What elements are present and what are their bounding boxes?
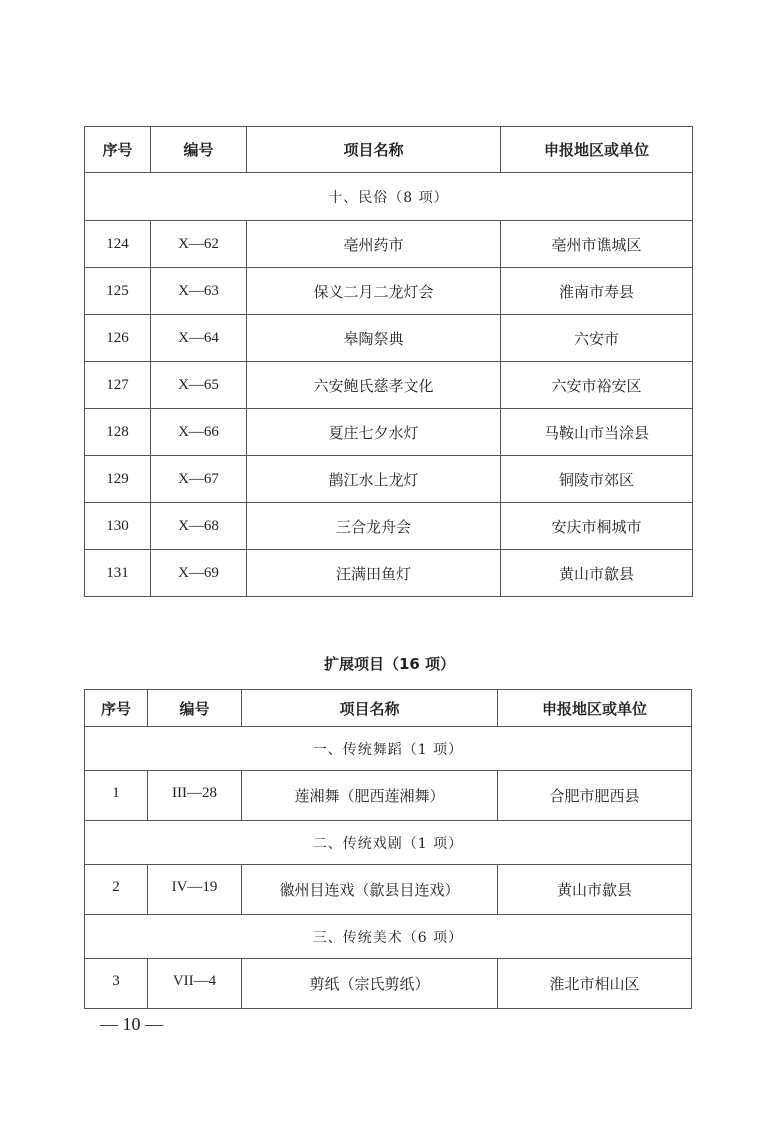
- folk-customs-table: [84, 126, 693, 597]
- cell-code: X—62: [151, 221, 247, 268]
- cell-code: IV—19: [148, 865, 242, 915]
- cell-region: 合肥市肥西县: [498, 771, 692, 821]
- table-row: [85, 315, 693, 362]
- section-title: 三、传统美术（6 项）: [85, 915, 692, 959]
- cell-seq: 125: [85, 268, 151, 315]
- table-row: [85, 362, 693, 409]
- cell-project-name: 汪满田鱼灯: [247, 550, 501, 597]
- section-row: [85, 915, 692, 959]
- cell-project-name: 三合龙舟会: [247, 503, 501, 550]
- header-project-name: 项目名称: [242, 690, 498, 727]
- cell-seq: 3: [85, 959, 148, 1009]
- cell-project-name: 亳州药市: [247, 221, 501, 268]
- cell-seq: 128: [85, 409, 151, 456]
- table-row: [85, 771, 692, 821]
- section-row: [85, 727, 692, 771]
- table-row: [85, 503, 693, 550]
- cell-code: VII—4: [148, 959, 242, 1009]
- cell-code: X—65: [151, 362, 247, 409]
- page-number: — 10 —: [100, 1014, 163, 1034]
- cell-seq: 129: [85, 456, 151, 503]
- cell-code: X—67: [151, 456, 247, 503]
- cell-code: X—64: [151, 315, 247, 362]
- section-title: 十、民俗（8 项）: [85, 173, 693, 221]
- table-row: [85, 865, 692, 915]
- cell-region: 淮南市寿县: [501, 268, 693, 315]
- cell-region: 黄山市歙县: [501, 550, 693, 597]
- table-row: [85, 221, 693, 268]
- cell-seq: 126: [85, 315, 151, 362]
- section-row: [85, 173, 693, 221]
- cell-region: 铜陵市郊区: [501, 456, 693, 503]
- cell-project-name: 鹊江水上龙灯: [247, 456, 501, 503]
- cell-region: 马鞍山市当涂县: [501, 409, 693, 456]
- extended-projects-table: [84, 689, 692, 1009]
- cell-project-name: 皋陶祭典: [247, 315, 501, 362]
- cell-seq: 127: [85, 362, 151, 409]
- cell-code: X—68: [151, 503, 247, 550]
- header-seq: 序号: [85, 127, 151, 173]
- table-row: [85, 959, 692, 1009]
- table-header-row: [85, 690, 692, 727]
- cell-region: 亳州市谯城区: [501, 221, 693, 268]
- header-project-name: 项目名称: [247, 127, 501, 173]
- table-row: [85, 268, 693, 315]
- header-seq: 序号: [85, 690, 148, 727]
- cell-project-name: 夏庄七夕水灯: [247, 409, 501, 456]
- cell-project-name: 剪纸（宗氏剪纸）: [242, 959, 498, 1009]
- cell-seq: 124: [85, 221, 151, 268]
- cell-seq: 131: [85, 550, 151, 597]
- header-code: 编号: [148, 690, 242, 727]
- cell-region: 黄山市歙县: [498, 865, 692, 915]
- table-header-row: [85, 127, 693, 173]
- section-row: [85, 821, 692, 865]
- cell-region: 淮北市相山区: [498, 959, 692, 1009]
- table-row: [85, 456, 693, 503]
- cell-seq: 130: [85, 503, 151, 550]
- section-title: 二、传统戏剧（1 项）: [85, 821, 692, 865]
- table-row: [85, 550, 693, 597]
- section-title: 一、传统舞蹈（1 项）: [85, 727, 692, 771]
- cell-project-name: 保义二月二龙灯会: [247, 268, 501, 315]
- cell-region: 六安市: [501, 315, 693, 362]
- header-region: 申报地区或单位: [501, 127, 693, 173]
- cell-seq: 2: [85, 865, 148, 915]
- cell-code: X—66: [151, 409, 247, 456]
- cell-project-name: 六安鲍氏慈孝文化: [247, 362, 501, 409]
- header-region: 申报地区或单位: [498, 690, 692, 727]
- cell-region: 六安市裕安区: [501, 362, 693, 409]
- table-row: [85, 409, 693, 456]
- header-code: 编号: [151, 127, 247, 173]
- cell-code: X—63: [151, 268, 247, 315]
- cell-region: 安庆市桐城市: [501, 503, 693, 550]
- subtitle-extended-projects: 扩展项目（16 项）: [323, 655, 456, 673]
- cell-project-name: 徽州目连戏（歙县目连戏）: [242, 865, 498, 915]
- cell-seq: 1: [85, 771, 148, 821]
- cell-project-name: 莲湘舞（肥西莲湘舞）: [242, 771, 498, 821]
- cell-code: III—28: [148, 771, 242, 821]
- cell-code: X—69: [151, 550, 247, 597]
